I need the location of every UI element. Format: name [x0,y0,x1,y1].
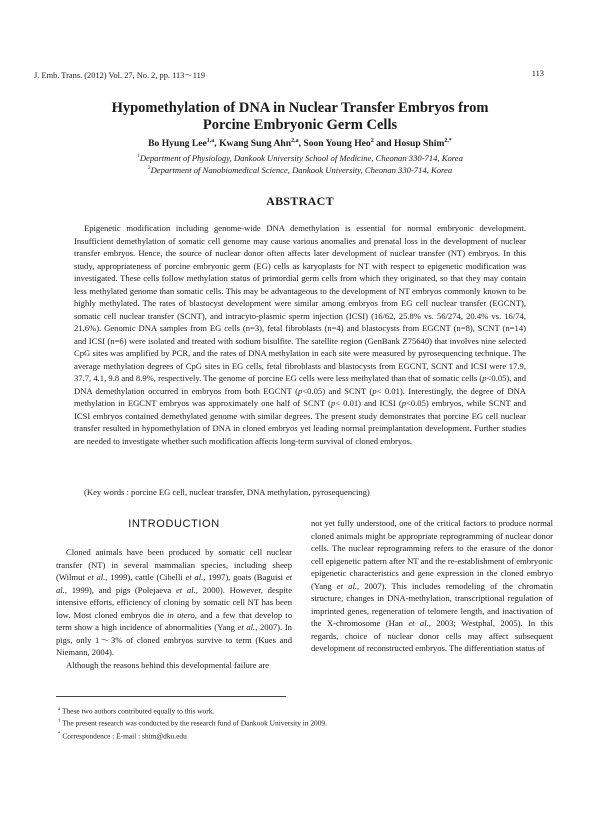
author-separator: , [298,138,304,150]
body-segment: , 2000). However, despite intensive efforts, efficiency of cloning by somatic cell NT has been low. Most cloned embryos die [56,584,293,620]
footnote-correspondence [58,729,327,741]
author-name: Kwang Sung Ahn [219,138,292,150]
body-segment: , 2003; Westphal, 2005). In this regards, choice of nuclear donor cells may affect subsequent development of reconstructed embryos. The differentiation status of [311,618,553,653]
intro-paragraph-continued [311,517,553,655]
p-value-symbol: p [401,398,406,408]
footnote-mark: * [58,731,61,737]
footnote-funding [58,716,327,728]
et-al: et al. [185,572,204,582]
author-name: Hosup Shim [393,138,445,150]
section-heading-introduction: INTRODUCTION [128,518,220,530]
author-separator: and [373,138,394,150]
et-al: et al. [175,584,196,595]
affiliation-mark: 1 [137,153,140,160]
body-segment: not yet fully understood, one of the critical factors to produce normal cloned animals might be appropriate reprogramming of nuclear donor cells. The nuclear reprogramming refers to the erasure of the donor cell epigenetic pattern after NT and the re-establishment of embryonic epigenetic characteristics and gene expression in the cloned embryo (Yang [311,518,553,591]
affiliation-1 [0,153,600,163]
footnote-mark: a [58,707,61,712]
et-al: et al. [237,622,256,632]
et-al: et al. [336,580,358,591]
body-segment: , 1997), goats (Baguisi [203,572,286,582]
abstract-segment: <0.05) and SCNT ( [302,385,373,396]
affiliation-2 [0,165,600,175]
abstract-segment: < 0.01). Interestingly, the degree of DNA methylation in EGCNT embryos was approximately one half of SCNT ( [74,385,526,408]
affiliation-mark: 2 [147,165,151,172]
right-column [311,517,553,655]
running-head [34,69,544,81]
affiliation-text: Department of Physiology, Dankook University School of Medicine, Cheonan 330-714, Korea [139,153,463,163]
abstract-text [74,222,526,447]
author-affiliation-mark: 1,a [206,138,215,144]
body-segment: Cloned animals have been produced by somatic cell nuclear transfer (NT) in several mammalian species, including sheep (Wilmut [56,547,292,582]
body-segment: , 2007). This includes remodeling of the chromatin structure, changes in DNA-methylation, transcriptional regulation of imprinted genes, regeneration of telomere length, and inactivation of the X-chromosome (Han [311,580,553,628]
intro-paragraph-1 [56,546,292,659]
title-line-1: Hypomethylation of DNA in Nuclear Transfer Embryos from [111,100,489,116]
abstract-heading: ABSTRACT [266,194,334,208]
keywords: (Key words : porcine EG cell, nuclear transfer, DNA methylation, pyrosequencing) [84,487,370,497]
footnote-divider [56,696,286,697]
p-value-symbol: p [298,385,303,396]
author-list [0,138,600,149]
footnotes [58,704,327,741]
author-name: Bo Hyung Lee [148,138,207,150]
footnote-text: The present research was conducted by the research fund of Dankook University in 2009. [62,718,327,728]
abstract-segment: <0.05) embryos, while SCNT and ICSI embryos contained demethylated genome with similar degrees. The present study demonstrates that porcine EG cell nuclear transfer resulted in hypomethylation of DNA in cloned embryos yet leading normal preimplantation development. Further studies are needed to investigate whether such modification affects long-term survival of cloned embryos. [74,398,527,446]
p-value-symbol: p [330,398,336,408]
body-segment: , 1999), cattle (Cibelli [105,572,186,582]
footnote-text: These two authors contributed equally to this work. [61,706,215,716]
left-column [56,546,292,671]
footnote-text: Correspondence : E-mail : shim@dku.edu [62,731,187,741]
author-separator: , [214,138,220,150]
body-segment: , and a few that develop to term show a high incidence of abnormalities (Yang [56,609,292,632]
journal-citation: J. Emb. Trans. (2012) Vol. 27, No. 2, pp. 113～119 [34,71,206,80]
author-name: Soon Young Heo [303,138,371,150]
title-line-2: Porcine Embryonic Germ Cells [202,117,398,133]
et-al: et al. [56,572,293,595]
page-number: 113 [531,69,544,78]
body-segment: , 2007). In pigs, only 1～3% of cloned embryos survive to term (Kues and Niemann, 2004). [56,622,292,657]
et-al: et al. [87,572,106,582]
p-value-symbol: p [372,385,377,396]
abstract-segment: <0.05), and DNA demethylation occurred in embryos from both EGCNT ( [74,373,527,396]
p-value-symbol: p [482,373,487,383]
footnote-equal-contribution [58,704,327,716]
intro-paragraph-2: Although the reasons behind this developmental failure are [66,659,270,670]
abstract-segment: Epigenetic modification including genome-wide DNA demethylation is essential for normal embryonic development. Insufficient demethylation of somatic cell genome may cause various anomalies and prenatal loss in the development of nuclear transfer embryos. Hence, the source of nuclear donor often affects later development of nuclear transfer (NT) embryos. In this study, appropriateness of porcine embryonic germ (EG) cells as karyoplasts for NT with respect to epigenetic modification was investigated. These cells follow methylation status of primordial germ cells from which they originated, so that they may contain less methylated genome than somatic cells. This may be advantageous to the development of NT embryos commonly known to be highly methylated. The rates of blastocyst development were similar among embryos from EG cell nuclear transfer (EGCNT), somatic cell nuclear transfer (SCNT), and intracyto-plasmic sperm injection (ICSI) (16/62, 25.8% vs. 56/274, 20.4% vs. 16/74, 21.6%). Genomic DNA samples from EG cells (n=3), fetal fibroblasts (n=4) and blastocysts from EGCNT (n=8), SCNT (n=14) and ICSI (n=6) were isolated and treated with sodium bisulfite. The satellite region (GenBank Z75640) that involves nine selected CpG sites was amplified by PCR, and the rates of DNA methylation in each site were measured by pyrosequencing technique. The average methylation degrees of CpG sites in EG cells, fetal fibroblasts and blastocysts from EGCNT, SCNT and ICSI were 17.9, 37.7, 4.1, 9.8 and 8.9%, respectively. The genome of porcine EG cells were less methylated than that of somatic cells ( [74,223,526,383]
affiliation-text: Department of Nanobiomedical Science, Dankook University, Cheonan 330-714, Korea [150,165,453,175]
author-affiliation-mark: 2,* [444,138,452,144]
body-segment: , 1999), and pigs (Polejaeva [64,584,176,595]
abstract-segment: < 0.01) and ICSI ( [335,398,402,408]
footnote-mark: † [58,719,61,725]
paper-title [0,100,600,134]
author-affiliation-mark: 2,a [291,138,299,144]
author-affiliation-mark: 2 [370,138,374,144]
in-utero: in utero [167,609,195,620]
et-al: et al. [408,618,429,628]
